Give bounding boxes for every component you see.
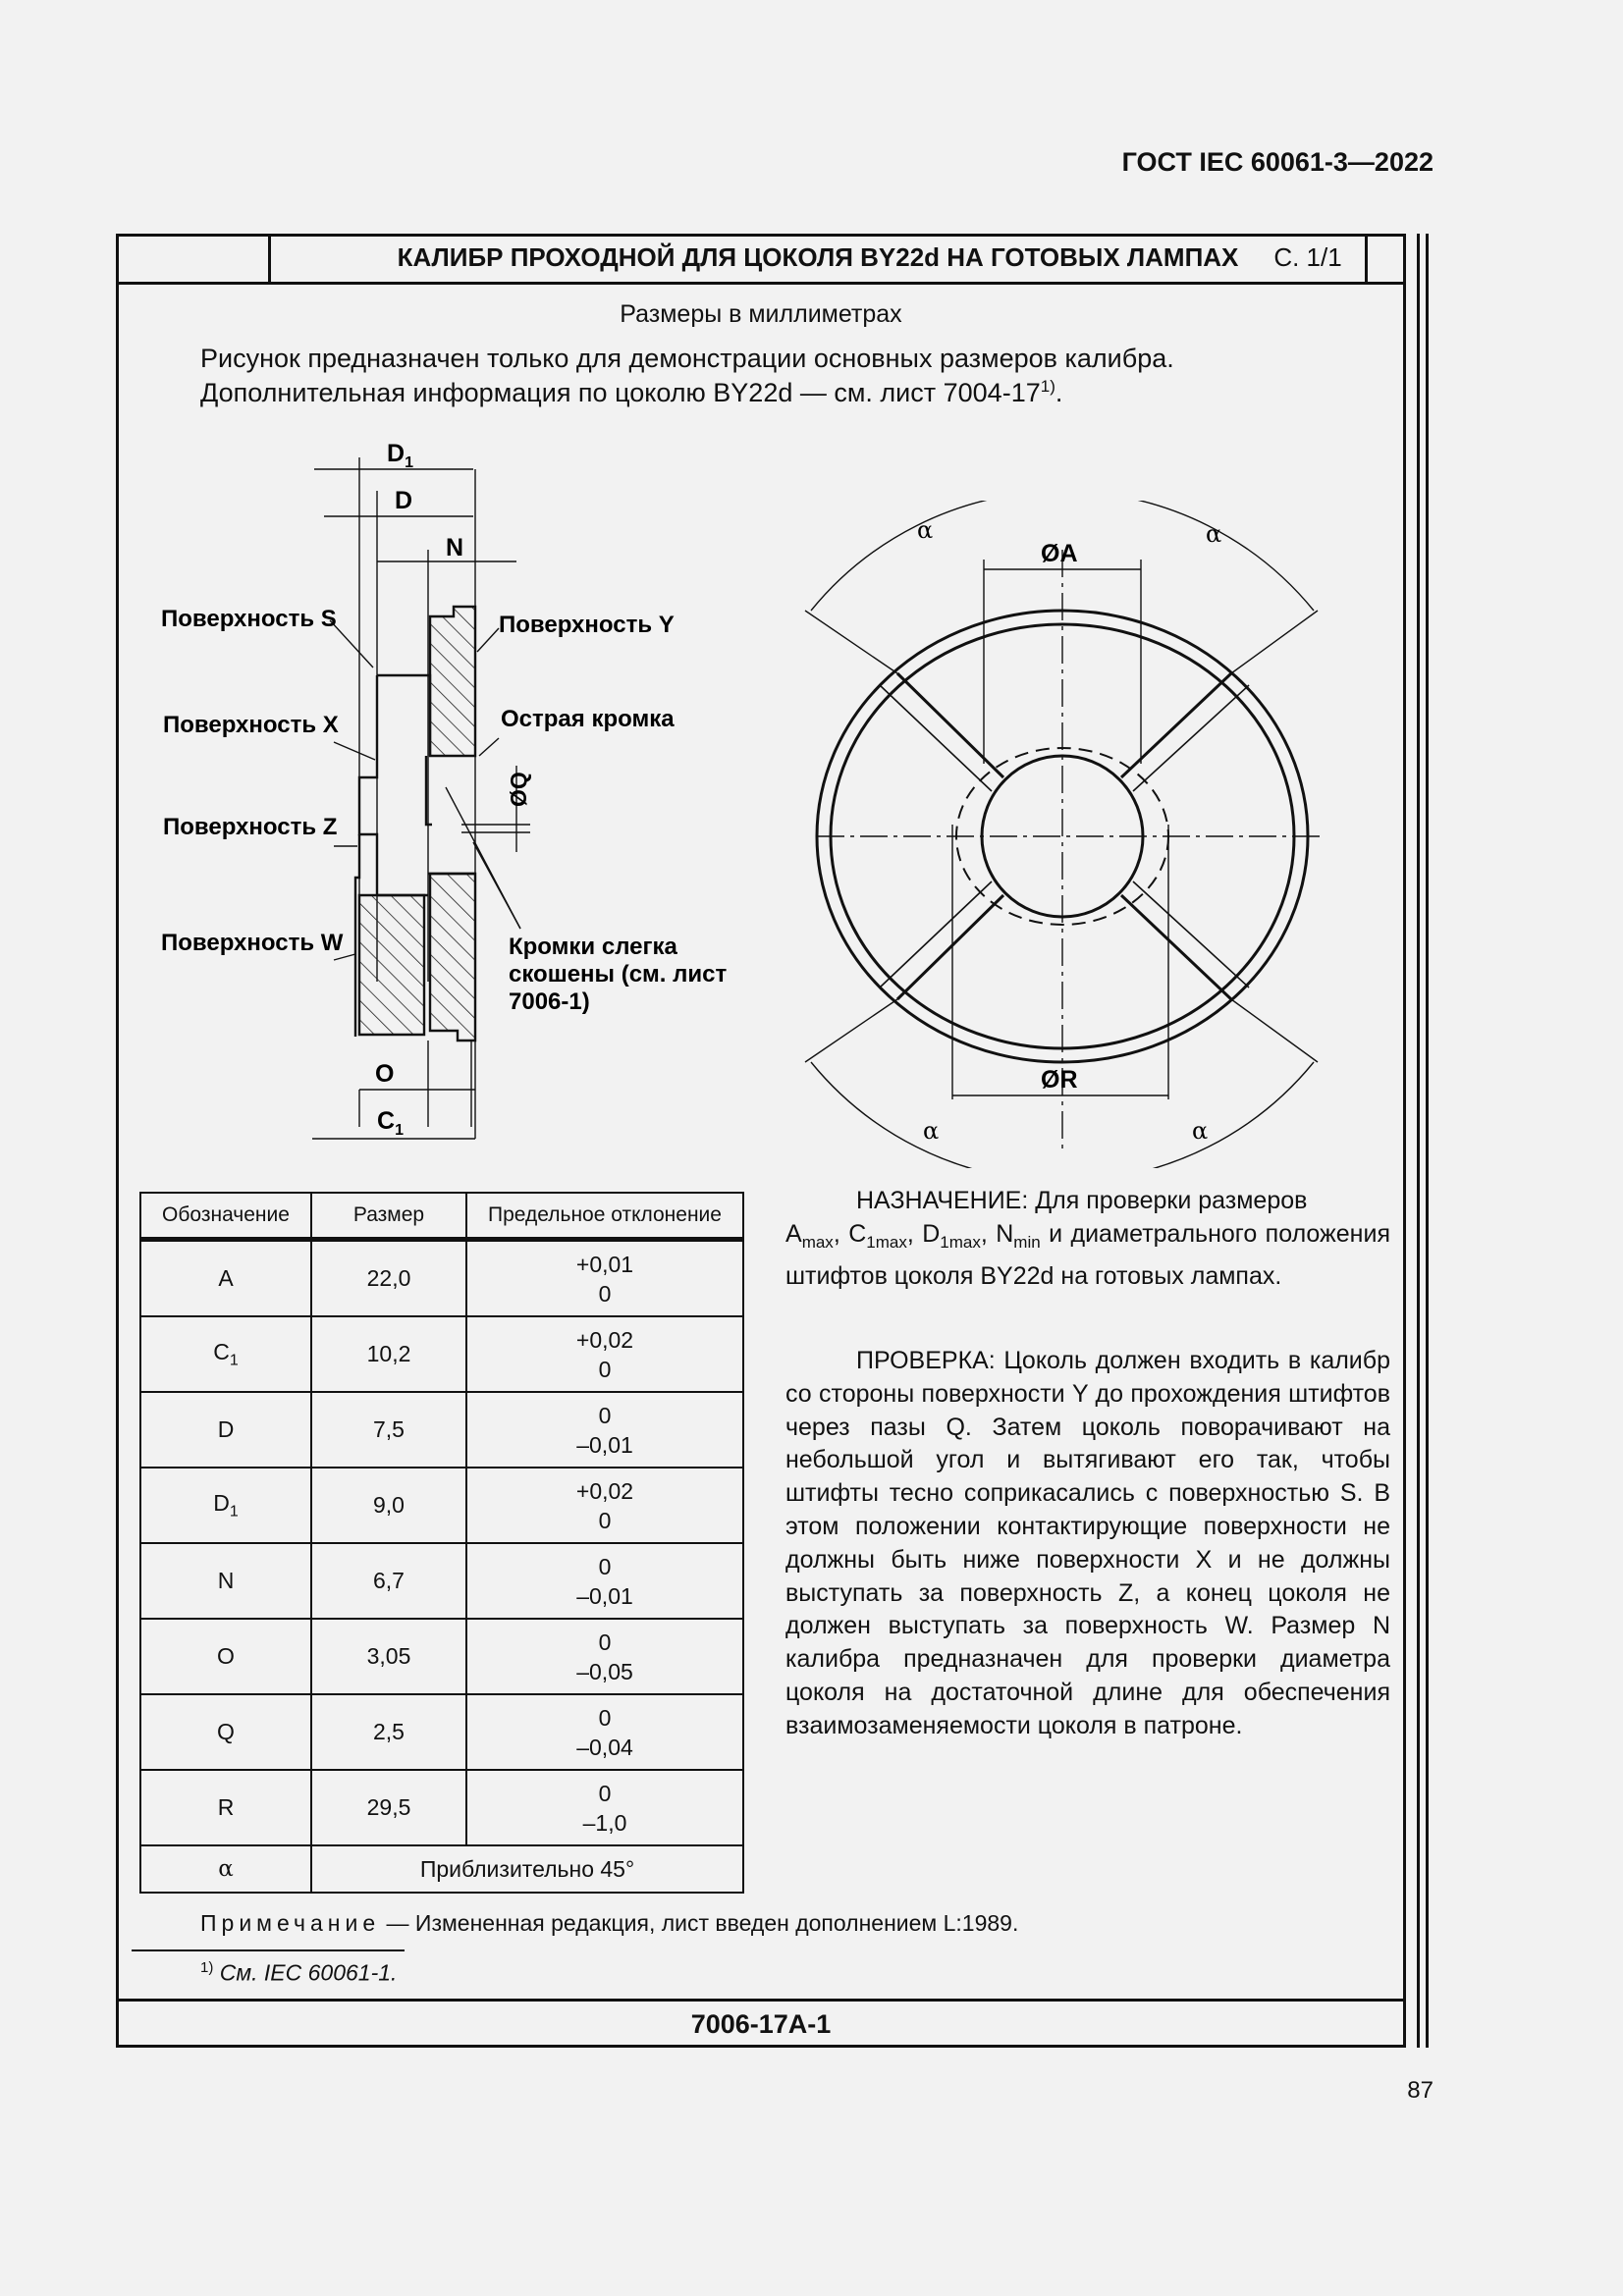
angle-extension	[1231, 999, 1318, 1062]
size-cell: 22,0	[311, 1240, 466, 1317]
symbol-cell: A	[140, 1240, 311, 1317]
slot-line	[1133, 881, 1249, 988]
sheet-title: КАЛИБР ПРОХОДНОЙ ДЛЯ ЦОКОЛЯ BY22d НА ГОТОВЫХ ЛАМПАХ	[271, 234, 1368, 282]
size-cell: 9,0	[311, 1468, 466, 1543]
label-surface-x: Поверхность X	[163, 712, 339, 738]
footnote: $^{1)}$ См. IEC 60061-1.	[200, 1959, 398, 1986]
label-o: O	[375, 1060, 395, 1088]
label-alpha: α	[923, 1117, 940, 1145]
tolerance-cell: +0,02 0	[466, 1468, 743, 1543]
title-block-empty-cell	[116, 234, 271, 282]
label-alpha: α	[917, 516, 934, 544]
label-chamfer-3: 7006-1)	[509, 988, 590, 1015]
top-view-drawing	[785, 501, 1355, 1168]
label-chamfer-2: скошены (см. лист	[509, 961, 728, 988]
label-chamfer-1: Кромки слегка	[509, 934, 677, 960]
footnote-ref: 1)	[1040, 377, 1055, 396]
standard-number: ГОСТ IEC 60061-3—2022	[1121, 147, 1434, 177]
cap-body	[359, 895, 424, 1035]
size-cell: 29,5	[311, 1770, 466, 1845]
label-surface-z: Поверхность Z	[163, 814, 338, 840]
leader-chamfer	[473, 842, 520, 929]
surface-s-outline	[377, 675, 430, 756]
intro-line-2-end: .	[1055, 378, 1063, 407]
leader-sharp-edge	[479, 738, 499, 756]
label-surface-w: Поверхность W	[161, 930, 344, 956]
symbol-cell: D	[140, 1392, 311, 1468]
tolerance-cell: 0 –0,01	[466, 1543, 743, 1619]
note-text: — Измененная редакция, лист введен дополнением L:1989.	[380, 1910, 1019, 1936]
label-alpha: α	[1192, 1117, 1209, 1145]
label-alpha: α	[1206, 520, 1222, 548]
units-note: Размеры в миллиметрах	[620, 300, 902, 328]
label-c1: $C_1$	[377, 1107, 404, 1139]
label-d1: $D_1$	[387, 440, 413, 471]
tolerance-cell: 0 –0,05	[466, 1619, 743, 1694]
tolerance-cell: +0,02 0	[466, 1316, 743, 1392]
tolerance-cell: +0,01 0	[466, 1240, 743, 1317]
intro-line-1: Рисунок предназначен только для демонстрации основных размеров калибра.	[200, 344, 1174, 373]
slot-line	[1121, 673, 1231, 777]
column-header: Предельное отклонение	[466, 1193, 743, 1240]
label-n: N	[446, 534, 464, 561]
table-row	[140, 1694, 743, 1770]
label-q: ØQ	[506, 772, 531, 807]
table-row	[140, 1316, 743, 1392]
slot-line	[897, 673, 1003, 777]
surface-x-outline	[359, 675, 377, 895]
tolerance-cell: 0 –0,04	[466, 1694, 743, 1770]
column-header: Размер	[311, 1193, 466, 1240]
page-number: 87	[1407, 2077, 1434, 2104]
table-row	[140, 1240, 743, 1317]
note-label: Примечание	[200, 1910, 381, 1936]
note	[200, 1910, 1018, 1937]
purpose-lead: НАЗНАЧЕНИЕ: Для проверки размеров	[856, 1187, 1308, 1214]
size-cell: 10,2	[311, 1316, 466, 1392]
slot-line	[1121, 895, 1231, 999]
alpha-value-cell: Приблизительно 45°	[311, 1845, 743, 1893]
section-drawing	[147, 432, 756, 1158]
slot-line	[880, 881, 992, 988]
dimensions-table	[139, 1192, 744, 1894]
symbol-cell: O	[140, 1619, 311, 1694]
check-paragraph: ПРОВЕРКА: Цоколь должен входить в калибр со стороны поверхности Y до прохождения штифтов через пазы Q. Затем цоколь поворачивают на небольшой угол и вытягивают его так, чтобы штифты тесно соприкасались с поверхностью S. В этом положении контактирующие поверхности не должны быть ниже поверхности X и не должны выступать за поверхность Z, а конец цоколя не должен выступать за поверхность W. Размер N калибра предназначен для проверки диаметра цоколя на достаточной длине для обеспечения взаимозаменяемости цоколя в патроне.	[785, 1347, 1390, 1739]
slot-line	[880, 685, 992, 791]
purpose-body: $A_{max}$, $C_{1max}$, $D_{1max}$, $N_{min}$ и диаметрального положения штифтов цоколя BY22d на готовых лампах.	[785, 1220, 1390, 1290]
symbol-cell: $C_1$	[140, 1316, 311, 1392]
angle-extension	[1231, 611, 1318, 673]
footnote-separator	[132, 1949, 405, 1951]
symbol-cell: α	[140, 1845, 311, 1893]
intro-line-2	[200, 377, 1062, 408]
column-header: Обозначение	[140, 1193, 311, 1240]
table-header-row	[140, 1193, 743, 1240]
size-cell: 2,5	[311, 1694, 466, 1770]
table-row-alpha	[140, 1845, 743, 1893]
table-row	[140, 1468, 743, 1543]
label-a: ØA	[1041, 540, 1078, 567]
title-block	[116, 234, 1406, 285]
symbol-cell: Q	[140, 1694, 311, 1770]
angle-extension	[805, 999, 897, 1062]
tolerance-cell: 0 –1,0	[466, 1770, 743, 1845]
symbol-cell: $D_1$	[140, 1468, 311, 1543]
symbol-cell: N	[140, 1543, 311, 1619]
table-row	[140, 1392, 743, 1468]
size-cell: 3,05	[311, 1619, 466, 1694]
leader-surface-x	[334, 742, 375, 760]
slot-line	[1133, 685, 1249, 791]
label-surface-s: Поверхность S	[161, 606, 337, 632]
gauge-body-lower	[430, 874, 475, 1041]
frame-edge-line	[1417, 234, 1420, 2048]
leader-surface-y	[477, 628, 499, 652]
gauge-body-upper	[430, 607, 475, 756]
intro-line-2-text: Дополнительная информация по цоколю BY22d — см. лист 7004-17	[200, 378, 1041, 407]
label-r: ØR	[1041, 1066, 1078, 1094]
size-cell: 6,7	[311, 1543, 466, 1619]
frame-edge-line	[1426, 234, 1429, 2048]
sheet-number: С. 1/1	[1273, 242, 1342, 272]
purpose-paragraph	[785, 1184, 1390, 1293]
table-row	[140, 1543, 743, 1619]
label-sharp-edge: Острая кромка	[501, 706, 675, 732]
label-d: D	[395, 487, 413, 514]
slot-outline	[426, 756, 432, 825]
slot-line	[897, 895, 1003, 999]
angle-extension	[805, 611, 897, 673]
table-row	[140, 1770, 743, 1845]
symbol-cell: R	[140, 1770, 311, 1845]
size-cell: 7,5	[311, 1392, 466, 1468]
label-surface-y: Поверхность Y	[499, 612, 675, 638]
table-row	[140, 1619, 743, 1694]
sheet-code: 7006-17А-1	[116, 1999, 1406, 2048]
tolerance-cell: 0 –0,01	[466, 1392, 743, 1468]
